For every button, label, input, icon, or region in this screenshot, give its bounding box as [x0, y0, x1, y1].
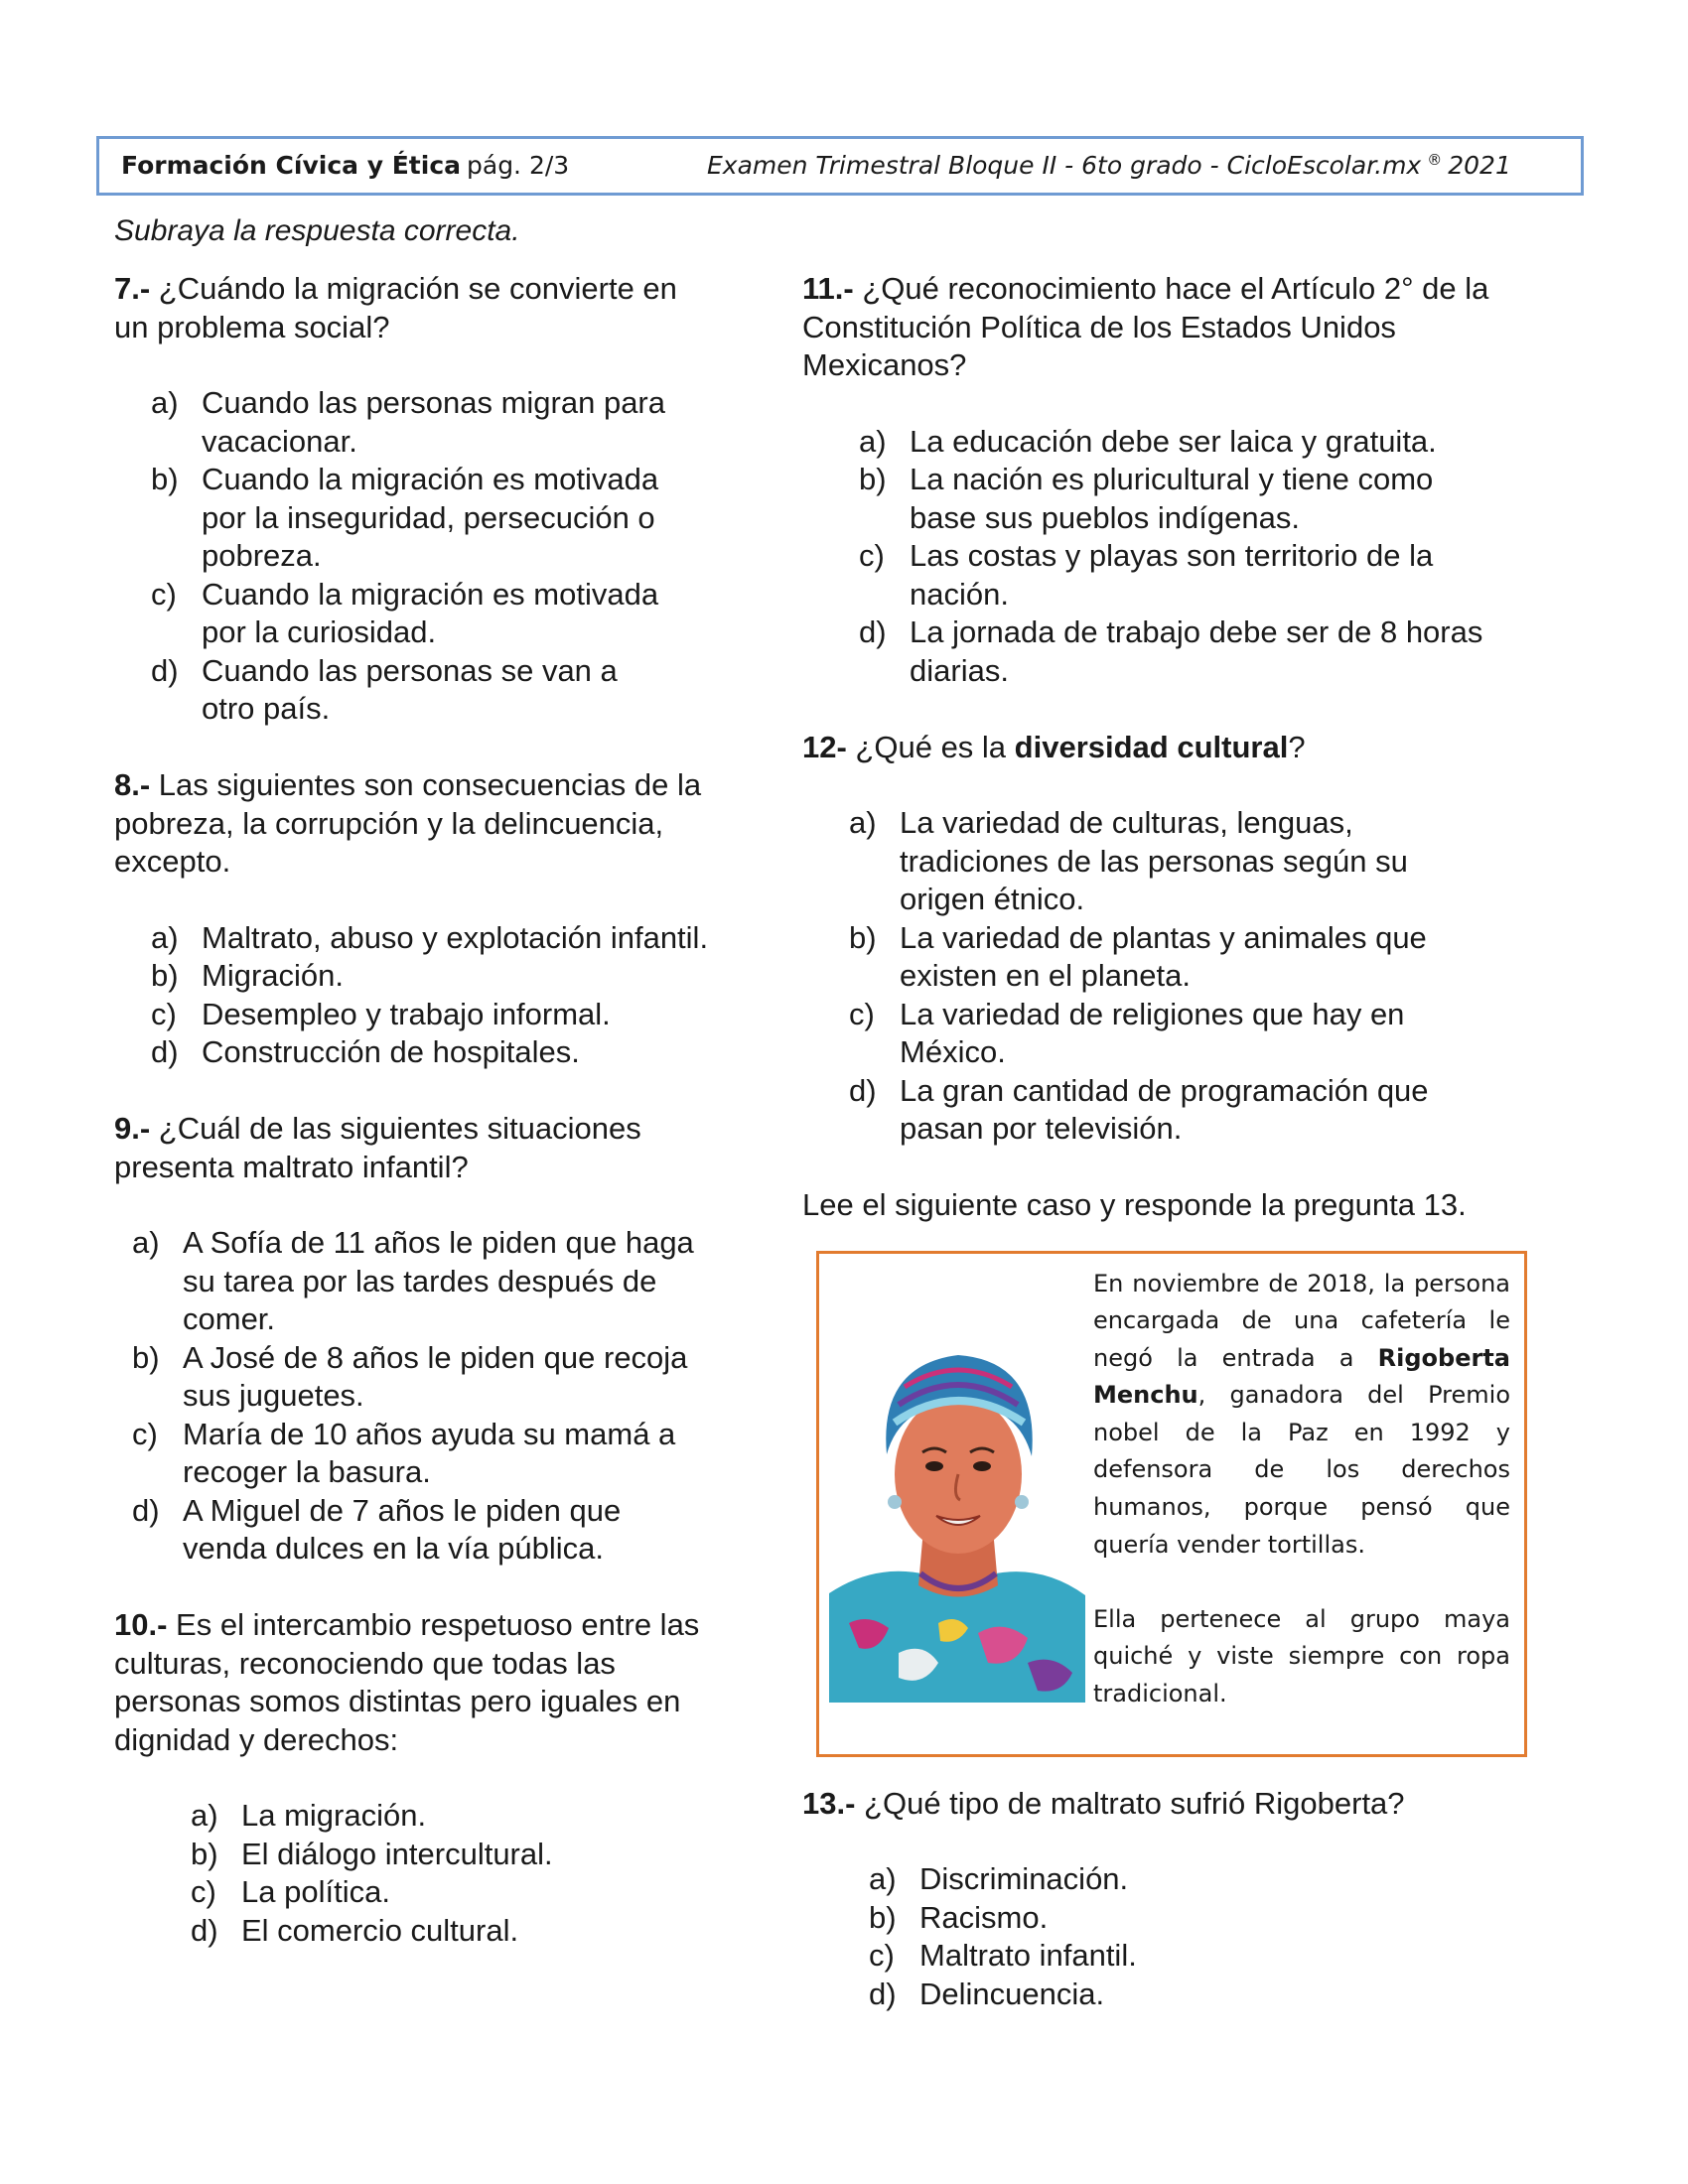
option-a[interactable]: a) A Sofía de 11 años le piden que haga su tarea por las tardes después de comer. [132, 1225, 694, 1336]
option-c[interactable]: c) María de 10 años ayuda su mamá a recoger la basura. [132, 1416, 676, 1489]
option-d[interactable]: d) Construcción de hospitales. [151, 1034, 580, 1069]
question-7 [114, 270, 710, 729]
option-a[interactable]: a) La migración. [191, 1798, 427, 1833]
option-c[interactable]: c) Cuando la migración es motivada por la curiosidad. [151, 576, 659, 649]
option-c[interactable]: c) Maltrato infantil. [869, 1938, 1137, 1973]
option-d[interactable]: d) La gran cantidad de programación que pasan por televisión. [849, 1072, 1429, 1146]
instruction-text: Subraya la respuesta correcta. [114, 214, 520, 247]
exam-year: 2021 [1448, 151, 1511, 180]
option-d[interactable]: d) Delincuencia. [869, 1976, 1105, 2011]
question-text: 10.- Es el intercambio respetuoso entre las culturas, reconociendo que todas las personas somos distintas pero iguales en dignidad y derechos: [114, 1607, 700, 1757]
option-b[interactable]: b) A José de 8 años le piden que recoja sus juguetes. [132, 1339, 688, 1413]
case-paragraph-1: En noviembre de 2018, la persona encargada de una cafetería le negó la entrada a Rigoberta Menchu, ganadora del Premio nobel de la Paz en 1992 y defensora de los derechos humanos, porque pensó que quería vender tortillas. [1093, 1269, 1510, 1559]
right-column [802, 270, 1557, 2052]
option-b[interactable]: b) Migración. [151, 958, 344, 993]
option-d[interactable]: d) Cuando las personas se van a otro país. [151, 652, 618, 726]
options-list [114, 919, 710, 1072]
options-list [114, 1797, 710, 1950]
option-c[interactable]: c) Las costas y playas son territorio de la nación. [859, 538, 1434, 612]
question-text: 7.- ¿Cuándo la migración se convierte en un problema social? [114, 271, 677, 344]
option-a[interactable]: a) La educación debe ser laica y gratuita. [859, 423, 1437, 459]
options-list [802, 804, 1557, 1149]
question-12 [802, 729, 1557, 1149]
option-a[interactable]: a) Discriminación. [869, 1861, 1129, 1896]
option-a[interactable]: a) Maltrato, abuso y explotación infantil. [151, 919, 709, 955]
option-b[interactable]: b) La nación es pluricultural y tiene como base sus pueblos indígenas. [859, 462, 1434, 535]
option-c[interactable]: c) La variedad de religiones que hay en México. [849, 996, 1405, 1069]
case-box [816, 1251, 1527, 1757]
question-9 [114, 1110, 710, 1569]
question-text: 9.- ¿Cuál de las siguientes situaciones presenta maltrato infantil? [114, 1111, 641, 1184]
question-text: 11.- ¿Qué reconocimiento hace el Artículo 2° de la Constitución Política de los Estados Unidos Mexicanos? [802, 271, 1489, 382]
case-text [1093, 1266, 1510, 1713]
case-paragraph-2: Ella pertenece al grupo maya quiché y viste siempre con ropa tradicional. [1093, 1604, 1510, 1708]
question-13 [802, 1785, 1557, 2014]
page-header [96, 136, 1584, 196]
question-10 [114, 1606, 710, 1950]
question-8 [114, 766, 710, 1072]
options-list [114, 384, 710, 729]
subject-title: Formación Cívica y Ética [121, 151, 462, 180]
registered-mark: ® [1427, 150, 1443, 169]
options-list [114, 1224, 710, 1569]
option-b[interactable]: b) Racismo. [869, 1899, 1049, 1935]
question-text: 13.- ¿Qué tipo de maltrato sufrió Rigoberta? [802, 1785, 1405, 1821]
options-list [802, 1860, 1557, 2013]
option-c[interactable]: c) La política. [191, 1874, 390, 1909]
option-b[interactable]: b) El diálogo intercultural. [191, 1836, 553, 1871]
option-d[interactable]: d) A Miguel de 7 años le piden que venda dulces en la vía pública. [132, 1492, 622, 1566]
option-d[interactable]: d) El comercio cultural. [191, 1912, 519, 1948]
option-b[interactable]: b) La variedad de plantas y animales que existen en el planeta. [849, 919, 1427, 993]
rigoberta-portrait-illustration [829, 1325, 1085, 1703]
question-11 [802, 270, 1557, 690]
option-c[interactable]: c) Desempleo y trabajo informal. [151, 996, 611, 1031]
left-column [114, 270, 710, 1988]
option-a[interactable]: a) La variedad de culturas, lenguas, tradiciones de las personas según su origen étnico. [849, 805, 1408, 916]
options-list [802, 423, 1557, 691]
page-number: pág. 2/3 [467, 151, 570, 180]
option-a[interactable]: a) Cuando las personas migran para vacacionar. [151, 385, 665, 459]
question-text: 8.- Las siguientes son consecuencias de la pobreza, la corrupción y la delincuencia, excepto. [114, 767, 702, 879]
exam-title: Examen Trimestral Bloque II - 6to grado - CicloEscolar.mx ® 2021 [707, 150, 1511, 180]
option-b[interactable]: b) Cuando la migración es motivada por la inseguridad, persecución o pobreza. [151, 462, 659, 573]
option-d[interactable]: d) La jornada de trabajo debe ser de 8 horas diarias. [859, 614, 1483, 688]
question-text: 12- ¿Qué es la diversidad cultural? [802, 729, 1306, 764]
case-intro: Lee el siguiente caso y responde la pregunta 13. [802, 1187, 1467, 1222]
